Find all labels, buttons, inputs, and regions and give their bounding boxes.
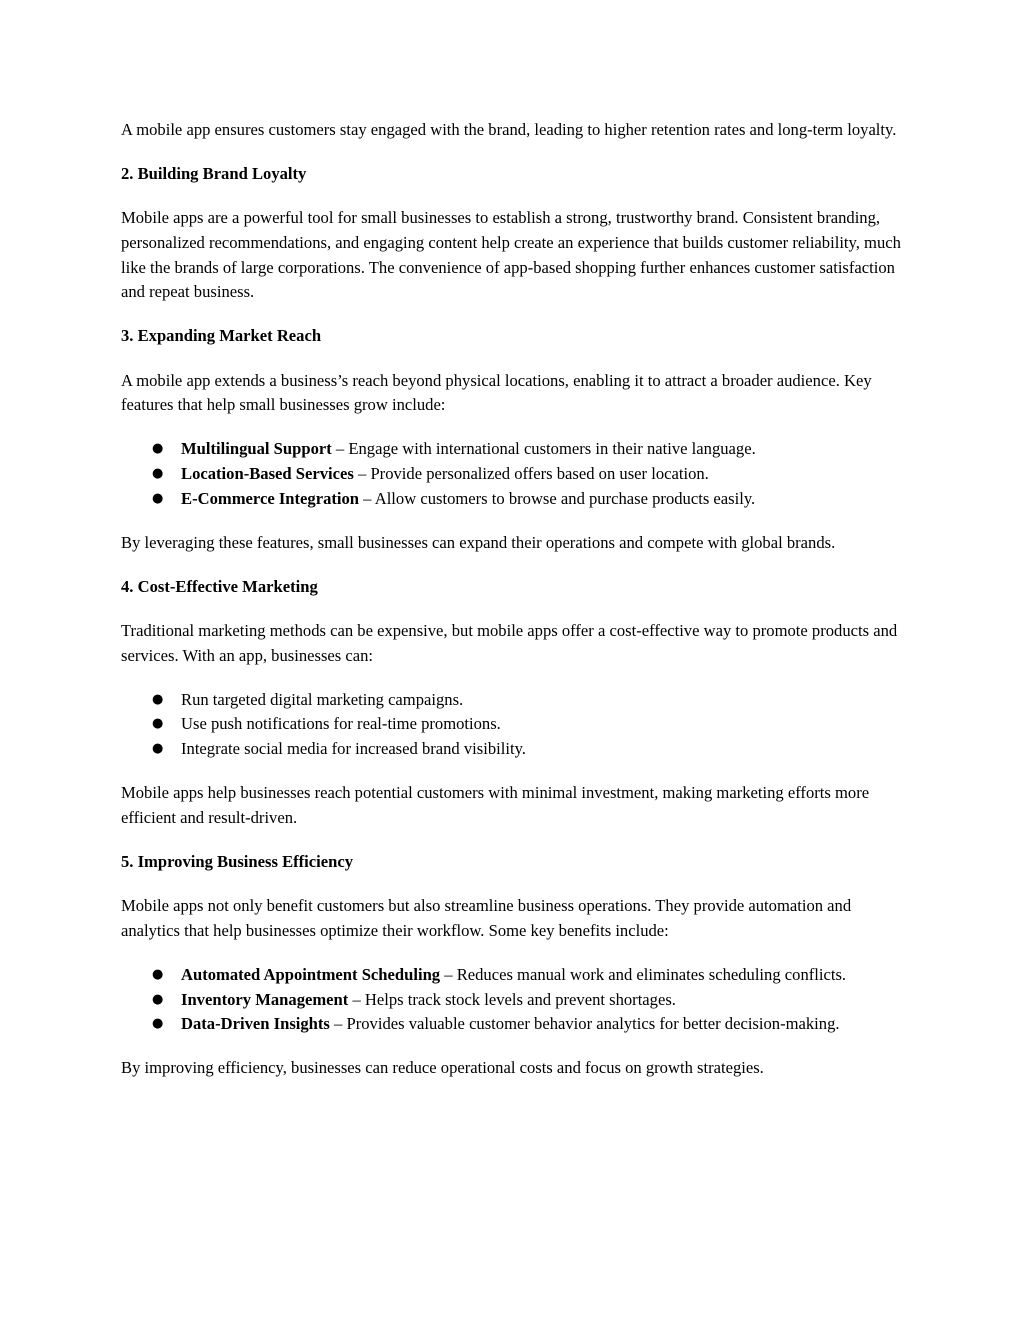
list-item xyxy=(121,437,911,462)
intro-paragraph: A mobile app ensures customers stay engaged with the brand, leading to higher retention rates and long-term loyalty. xyxy=(121,120,897,139)
list-item xyxy=(121,487,911,512)
list-item-text: Run targeted digital marketing campaigns. xyxy=(181,689,464,709)
bullet-icon: ● xyxy=(152,691,164,707)
benefit-term: Automated Appointment Scheduling xyxy=(181,964,441,984)
benefit-description: – Helps track stock levels and prevent shortages. xyxy=(348,989,676,1009)
list-item xyxy=(121,737,911,762)
bullet-icon: ● xyxy=(152,441,164,457)
feature-description: – Engage with international customers in their native language. xyxy=(331,439,756,459)
section-4-list xyxy=(121,688,911,762)
feature-description: – Provide personalized offers based on user location. xyxy=(353,463,709,483)
feature-description: – Allow customers to browse and purchase products easily. xyxy=(359,488,756,508)
section-5-closing: By improving efficiency, businesses can reduce operational costs and focus on growth strategies. xyxy=(121,1058,764,1078)
feature-term: E-Commerce Integration xyxy=(181,488,360,508)
list-item xyxy=(121,712,911,737)
section-5-heading: 5. Improving Business Efficiency xyxy=(121,852,354,871)
benefit-description: – Provides valuable customer behavior analytics for better decision-making. xyxy=(329,1014,840,1034)
section-4-paragraph: Traditional marketing methods can be expensive, but mobile apps offer a cost-effective way to promote products and services. With an app, businesses can: xyxy=(121,621,898,665)
benefit-term: Data-Driven Insights xyxy=(181,1014,330,1034)
list-item-text: Use push notifications for real-time promotions. xyxy=(181,714,501,734)
document-page xyxy=(121,118,911,1101)
section-4-closing: Mobile apps help businesses reach potential customers with minimal investment, making marketing efforts more efficient and result-driven. xyxy=(121,783,870,827)
section-2-heading: 2. Building Brand Loyalty xyxy=(121,164,307,184)
section-5-benefit-list xyxy=(121,963,911,1037)
feature-term: Multilingual Support xyxy=(181,439,332,459)
benefit-term: Inventory Management xyxy=(181,989,349,1009)
list-item-text: Integrate social media for increased brand visibility. xyxy=(181,739,526,759)
bullet-icon: ● xyxy=(152,966,164,982)
list-item xyxy=(121,688,911,713)
list-item xyxy=(121,988,911,1013)
bullet-icon: ● xyxy=(152,490,164,506)
section-5-paragraph: Mobile apps not only benefit customers but also streamline business operations. They provide automation and analytics that help businesses optimize their workflow. Some key benefits include: xyxy=(121,896,852,940)
list-item xyxy=(121,462,911,487)
list-item xyxy=(121,963,911,988)
feature-term: Location-Based Services xyxy=(181,463,354,483)
section-3-heading: 3. Expanding Market Reach xyxy=(121,326,322,346)
section-4-heading: 4. Cost-Effective Marketing xyxy=(121,576,318,596)
bullet-icon: ● xyxy=(152,741,164,757)
section-3-feature-list xyxy=(121,437,911,511)
bullet-icon: ● xyxy=(152,1016,164,1032)
section-3-closing: By leveraging these features, small businesses can expand their operations and compete with global brands. xyxy=(121,532,836,552)
section-3-paragraph: A mobile app extends a business’s reach beyond physical locations, enabling it to attract a broader audience. Key features that help small businesses grow include: xyxy=(121,370,872,415)
section-2-paragraph: Mobile apps are a powerful tool for small businesses to establish a strong, trustworthy brand. Consistent branding, personalized recommendations, and engaging content help create an experience that builds customer reliability, much like the brands of large corporations. The convenience of app-based shopping further enhances customer satisfaction and repeat business. xyxy=(121,208,901,302)
bullet-icon: ● xyxy=(152,465,164,481)
list-item xyxy=(121,1012,911,1037)
benefit-description: – Reduces manual work and eliminates scheduling conflicts. xyxy=(440,964,847,984)
bullet-icon: ● xyxy=(152,716,164,732)
bullet-icon: ● xyxy=(152,991,164,1007)
